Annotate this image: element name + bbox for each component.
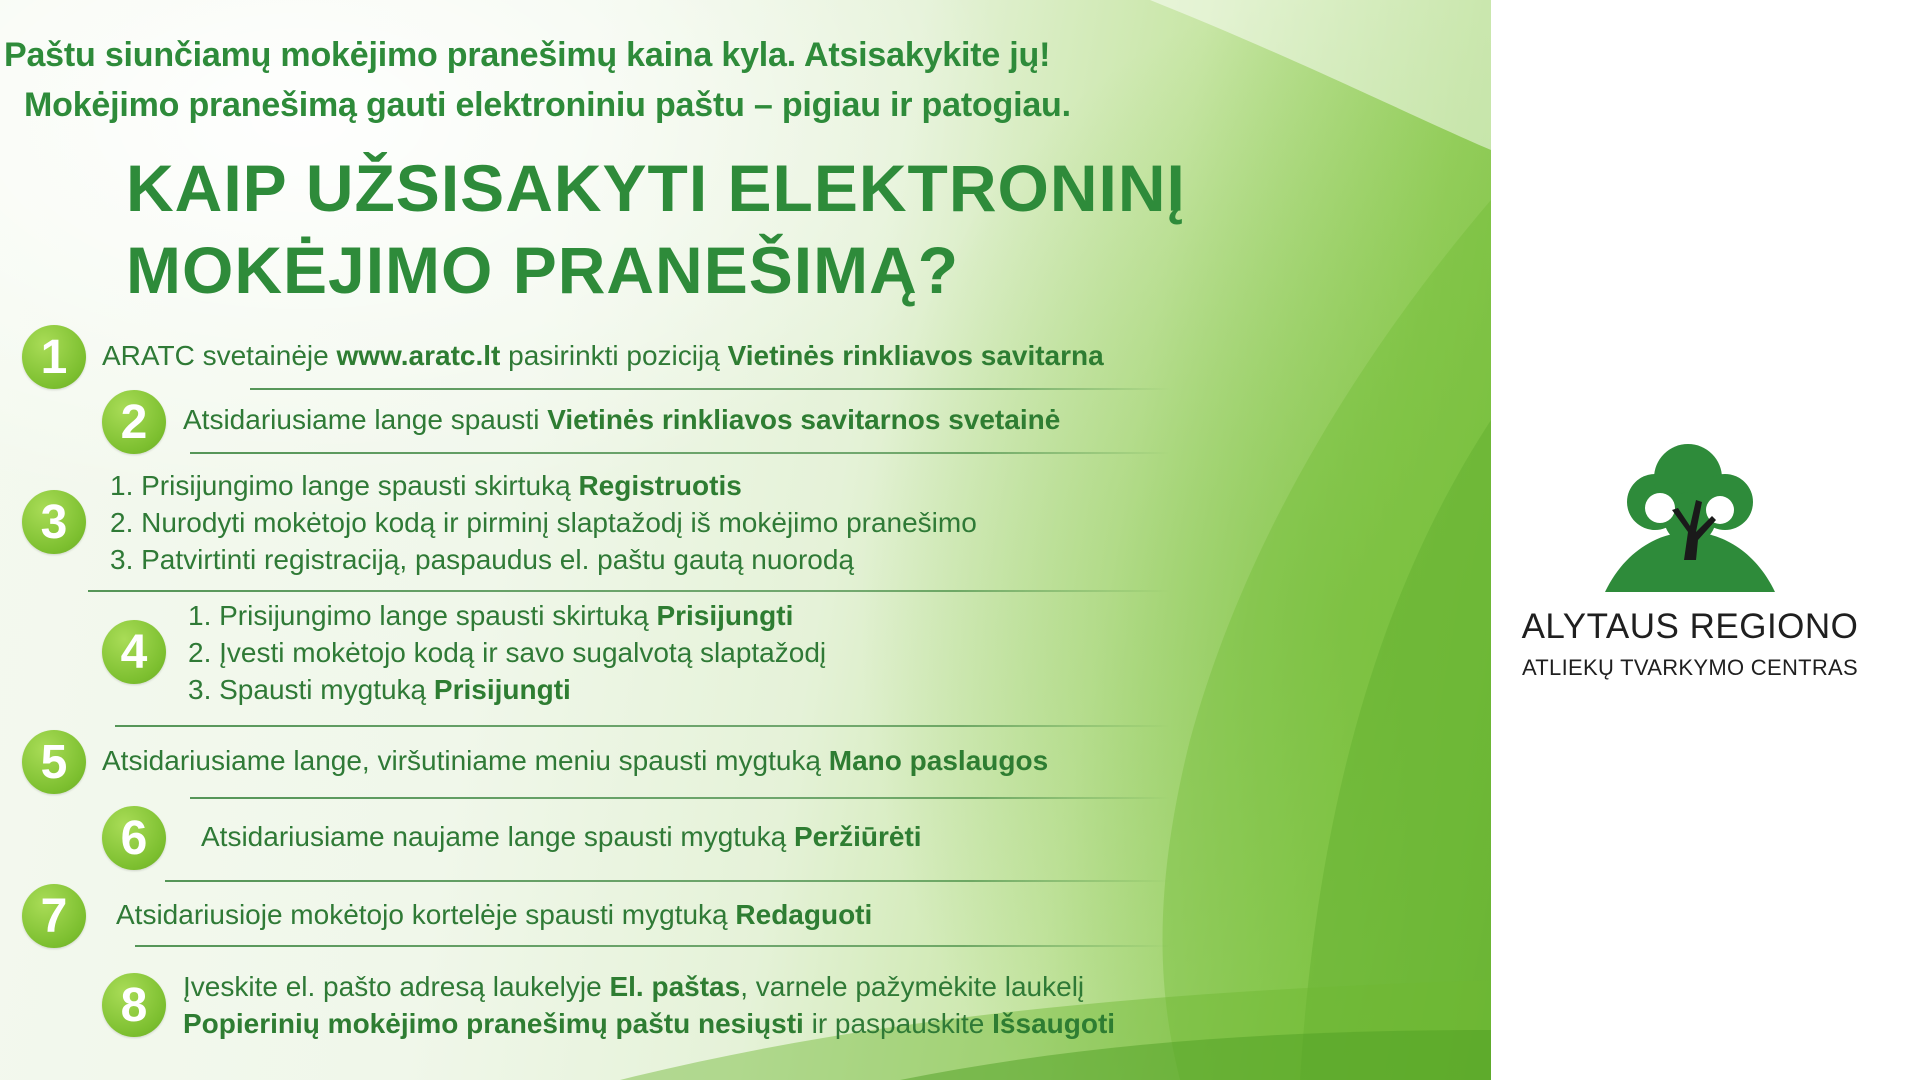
- logo-subtitle: ATLIEKŲ TVARKYMO CENTRAS: [1521, 655, 1859, 680]
- list-item: 2. Įvesti mokėtojo kodą ir savo sugalvotą slaptažodį: [188, 637, 827, 668]
- step-2-text: Atsidariusiame lange spausti Vietinės rinkliavos savitarnos svetainė: [183, 404, 1061, 435]
- step-8-list: [183, 968, 1115, 1042]
- list-item: 2. Nurodyti mokėtojo kodą ir pirminį slaptažodį iš mokėjimo pranešimo: [110, 507, 977, 538]
- list-item: 1. Prisijungimo lange spausti skirtuką Prisijungti: [188, 600, 794, 631]
- step-5-text: Atsidariusiame lange, viršutiniame meniu spausti mygtuką Mano paslaugos: [102, 745, 1049, 776]
- step-4-badge: 4: [102, 620, 166, 684]
- step-1-badge: 1: [22, 325, 86, 389]
- step-1-text: ARATC svetainėje www.aratc.lt pasirinkti poziciją Vietinės rinkliavos savitarna: [102, 340, 1104, 371]
- step-7-badge: 7: [22, 884, 86, 948]
- headline-line-1: Paštu siunčiamų mokėjimo pranešimų kaina kyla. Atsisakykite jų!: [4, 36, 1051, 74]
- divider: [115, 725, 1170, 727]
- list-item: 3. Spausti mygtuką Prisijungti: [188, 674, 571, 705]
- step-3-badge: 3: [22, 490, 86, 554]
- divider: [250, 388, 1170, 390]
- divider: [190, 452, 1170, 454]
- title-line-1: KAIP UŽSISAKYTI ELEKTRONINĮ: [126, 151, 1186, 225]
- divider: [135, 945, 1170, 947]
- step-4-list: [188, 597, 826, 708]
- step-6-badge: 6: [102, 806, 166, 870]
- title-line-2: MOKĖJIMO PRANEŠIMĄ?: [126, 233, 960, 307]
- step-3-list: [110, 467, 977, 578]
- headline-line-2: Mokėjimo pranešimą gauti elektroniniu paštu – pigiau ir patogiau.: [24, 86, 1071, 124]
- list-item: 3. Patvirtinti registraciją, paspaudus el. paštu gautą nuorodą: [110, 544, 855, 575]
- divider: [165, 880, 1170, 882]
- link-text: www.aratc.lt: [336, 340, 501, 371]
- step-8-badge: 8: [102, 973, 166, 1037]
- list-item: 1. Prisijungimo lange spausti skirtuką Registruotis: [110, 470, 742, 501]
- divider: [88, 590, 1170, 592]
- list-item: Popierinių mokėjimo pranešimų paštu nesiųsti ir paspauskite Išsaugoti: [183, 1008, 1116, 1039]
- step-6-text: Atsidariusiame naujame lange spausti mygtuką Peržiūrėti: [201, 821, 922, 852]
- tree-on-hill-icon: [1600, 440, 1780, 600]
- step-5-badge: 5: [22, 730, 86, 794]
- divider: [190, 797, 1170, 799]
- logo-title: ALYTAUS REGIONO: [1521, 607, 1859, 646]
- step-2-badge: 2: [102, 390, 166, 454]
- list-item: Įveskite el. pašto adresą laukelyje El. paštas, varnele pažymėkite laukelį: [183, 971, 1085, 1002]
- step-7-text: Atsidariusioje mokėtojo kortelėje spausti mygtuką Redaguoti: [116, 899, 873, 930]
